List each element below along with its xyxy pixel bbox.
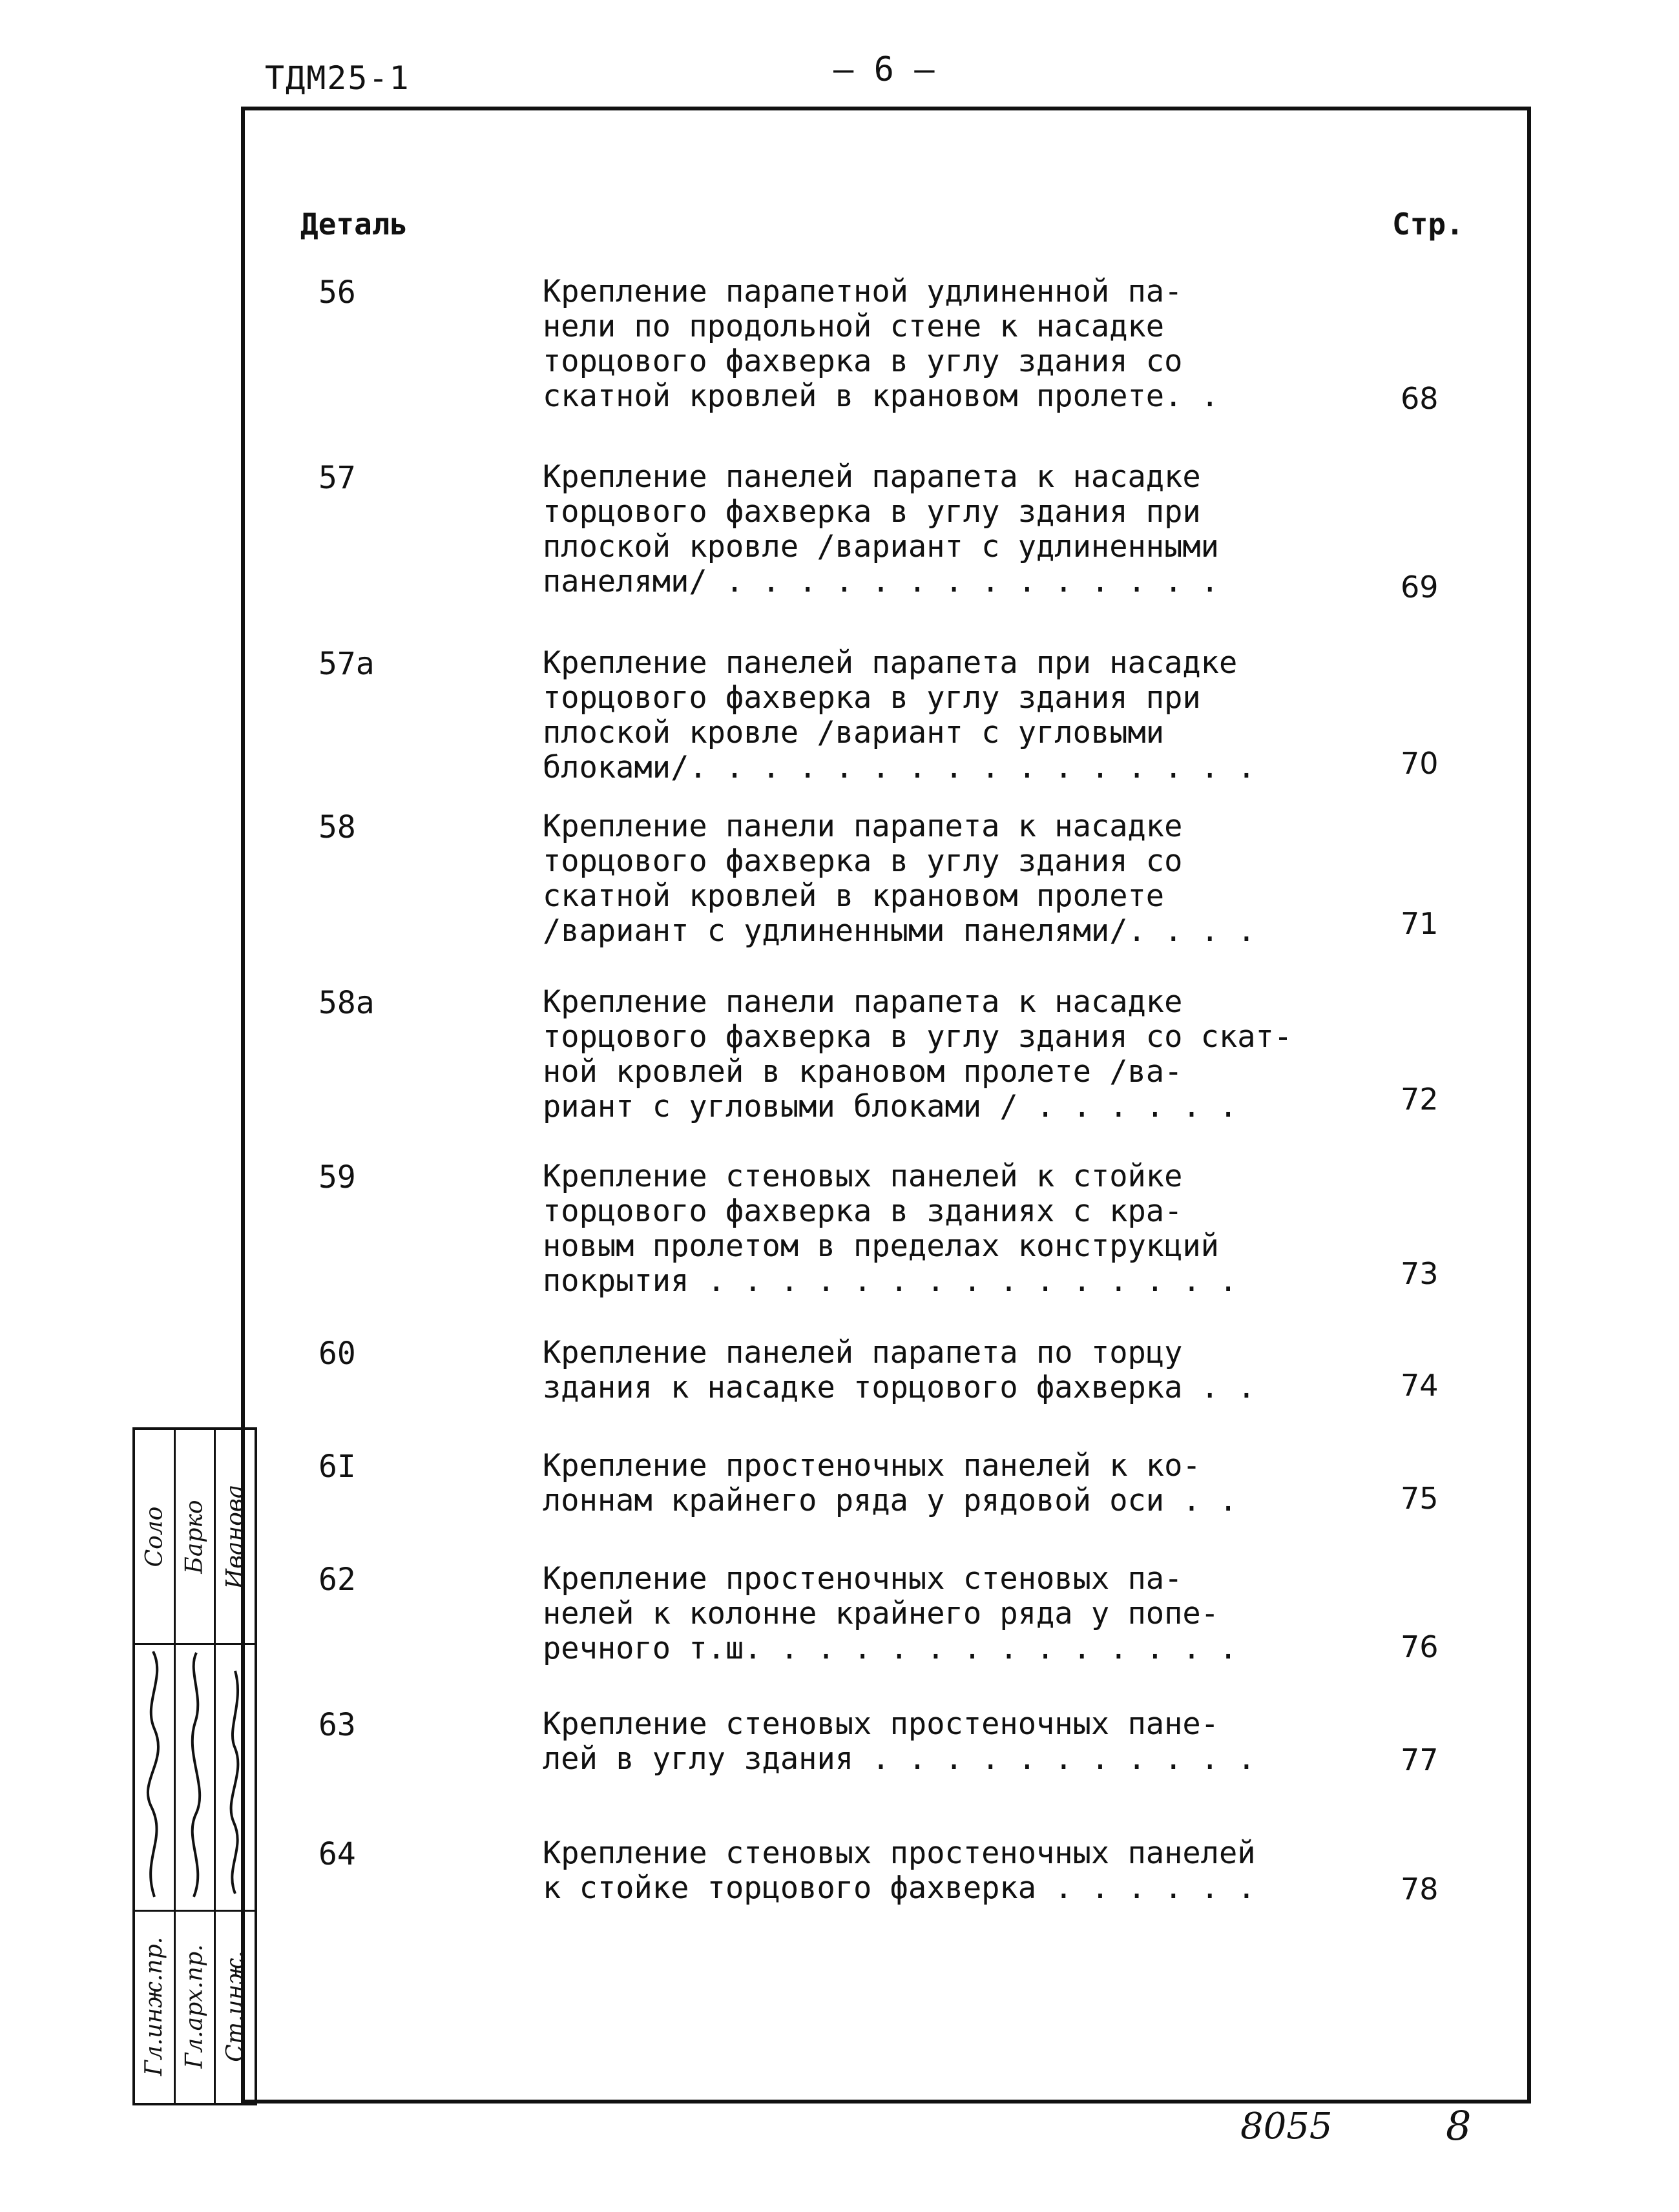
stamp-role: Гл.арх.пр. [182,1943,209,2069]
signature-icon [135,1645,174,1903]
entry-description: Крепление парапетной удлиненной па- нели по продольной стене к насадке торцового фахверка в углу здания со скатной кровлей в крановом пролете. . [543,274,1219,414]
archive-number: 8055 [1240,2105,1333,2147]
entry-description: Крепление панелей парапета при насадке торцового фахверка в углу здания при плоской кровле /вариант с угловыми блоками/. . . . . . . . . . . . . . . . [543,645,1256,785]
approval-stamp [132,1427,257,2105]
stamp-row [176,1430,216,2103]
entry-description: Крепление панели парапета к насадке торцового фахверка в углу здания со скат- ной кровлей в крановом пролете /ва- риант с угловыми блоками / . . . . . . [543,984,1293,1124]
entry-description: Крепление стеновых простеночных панелей к стойке торцового фахверка . . . . . . [543,1835,1256,1906]
signature-icon [216,1645,255,1903]
entry-number: 62 [318,1562,356,1598]
stamp-row [216,1430,255,2103]
stamp-role: Ст.инж. [222,1950,249,2062]
entry-page: 70 [1401,746,1439,781]
entry-page: 74 [1401,1368,1439,1403]
entry-description: Крепление простеночных панелей к ко- лоннам крайнего ряда у рядовой оси . . [543,1448,1238,1518]
signature-icon [176,1645,214,1903]
stamp-name: Соло [141,1506,168,1567]
entry-page: 78 [1401,1872,1439,1907]
signature [216,1645,255,1912]
entry-number: 56 [318,274,356,311]
entry-description: Крепление стеновых панелей к стойке торцового фахверка в зданиях с кра- новым пролетом в пределах конструкций покрытия . . . . . . . . . . . . . . . [543,1159,1238,1299]
entry-number: 57а [318,646,375,682]
entry-number: 58а [318,985,375,1021]
signature [135,1645,174,1912]
signature [176,1645,214,1912]
entry-page: 72 [1401,1082,1439,1117]
entry-description: Крепление панелей парапета по торцу здания к насадке торцового фахверка . . [543,1335,1256,1405]
entry-number: 57 [318,460,356,496]
stamp-name: Иванова [222,1484,249,1589]
entry-description: Крепление простеночных стеновых па- нелей к колонне крайнего ряда у попе- речного т.ш. . . . . . . . . . . . . . [543,1561,1238,1666]
entry-description: Крепление стеновых простеночных пане- лей в углу здания . . . . . . . . . . . [543,1706,1256,1777]
page-number: — 6 — [833,50,935,89]
entry-number: 6I [318,1449,356,1485]
entry-page: 77 [1401,1742,1439,1777]
entry-page: 71 [1401,906,1439,941]
entry-page: 76 [1401,1629,1439,1664]
entry-page: 73 [1401,1256,1439,1291]
entry-page: 69 [1401,570,1439,605]
entry-number: 60 [318,1336,356,1372]
stamp-role: Гл.инж.пр. [141,1936,168,2076]
document-code: ТДМ25-1 [265,59,410,97]
column-header-detail: Деталь [300,207,408,242]
sheet-number: 8 [1446,2102,1472,2149]
entry-number: 58 [318,809,356,845]
entry-page: 75 [1401,1481,1439,1516]
entry-number: 64 [318,1836,356,1872]
column-header-page: Стр. [1392,207,1464,242]
stamp-name: Барко [182,1499,209,1574]
stamp-row [135,1430,176,2103]
entry-number: 63 [318,1707,356,1743]
entry-description: Крепление панелей парапета к насадке торцового фахверка в углу здания при плоской кровле /вариант с удлиненными панелями/ . . . . . . . . . . . . . . [543,459,1219,599]
entry-description: Крепление панели парапета к насадке торцового фахверка в углу здания со скатной кровлей в крановом пролете /вариант с удлиненными панелями/. . . . [543,809,1256,949]
entry-number: 59 [318,1159,356,1195]
entry-page: 68 [1401,381,1439,416]
